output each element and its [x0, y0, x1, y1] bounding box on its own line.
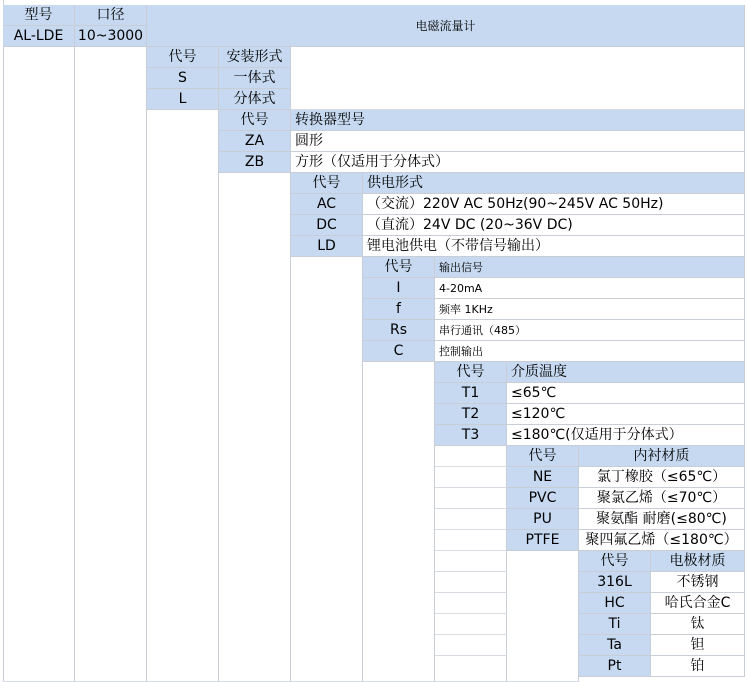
- install-code: L: [147, 89, 219, 110]
- temperature-name: ≤120℃: [507, 404, 745, 425]
- power-name-header: 供电形式: [363, 173, 745, 194]
- electrode-name: 钛: [651, 614, 745, 635]
- lining-name: 聚四氟乙烯（≤180℃）: [579, 530, 745, 551]
- lining-name-header: 内衬材质: [579, 446, 745, 467]
- product-title: 电磁流量计: [147, 5, 745, 47]
- blank-column: [3, 47, 75, 682]
- electrode-code: 316L: [579, 572, 651, 593]
- blank-column: [507, 551, 579, 682]
- caliber-header: 口径: [75, 5, 147, 26]
- blank-cell: [435, 530, 507, 551]
- blank-cell: [435, 614, 507, 635]
- lining-code: PVC: [507, 488, 579, 509]
- install-code: S: [147, 68, 219, 89]
- blank-cell: [435, 509, 507, 530]
- power-code: DC: [291, 215, 363, 236]
- blank-column: [147, 110, 219, 682]
- converter-code-header: 代号: [219, 110, 291, 131]
- electrode-name: 铂: [651, 656, 745, 677]
- blank-cell: [435, 551, 507, 572]
- output-code: f: [363, 299, 435, 320]
- output-name: 频率 1KHz: [435, 299, 745, 320]
- power-name: 锂电池供电（不带信号输出）: [363, 236, 745, 257]
- output-code: I: [363, 278, 435, 299]
- blank-column: [219, 173, 291, 682]
- temperature-code: T2: [435, 404, 507, 425]
- blank-cell: [435, 593, 507, 614]
- electrode-code-header: 代号: [579, 551, 651, 572]
- lining-code: NE: [507, 467, 579, 488]
- lining-name: 聚氯乙烯（≤70℃）: [579, 488, 745, 509]
- output-code: C: [363, 341, 435, 362]
- converter-name: 圆形: [291, 131, 745, 152]
- blank-cell: [435, 467, 507, 488]
- converter-name-header: 转换器型号: [291, 110, 745, 131]
- temperature-code-header: 代号: [435, 362, 507, 383]
- install-name: 一体式: [219, 68, 291, 89]
- output-code-header: 代号: [363, 257, 435, 278]
- lining-code: PU: [507, 509, 579, 530]
- output-name: 4-20mA: [435, 278, 745, 299]
- power-code: LD: [291, 236, 363, 257]
- electrode-name: 哈氏合金C: [651, 593, 745, 614]
- electrode-code: Ti: [579, 614, 651, 635]
- power-code: AC: [291, 194, 363, 215]
- lining-code-header: 代号: [507, 446, 579, 467]
- electrode-code: Pt: [579, 656, 651, 677]
- install-name: 分体式: [219, 89, 291, 110]
- electrode-name: 钽: [651, 635, 745, 656]
- blank-column: [291, 257, 363, 682]
- electrode-name: 不锈钢: [651, 572, 745, 593]
- power-code-header: 代号: [291, 173, 363, 194]
- output-name-header: 输出信号: [435, 257, 745, 278]
- blank-cell: [435, 572, 507, 593]
- electrode-name-header: 电极材质: [651, 551, 745, 572]
- blank-cell: [435, 488, 507, 509]
- electrode-code: Ta: [579, 635, 651, 656]
- temperature-code: T1: [435, 383, 507, 404]
- power-name: （交流）220V AC 50Hz(90~245V AC 50Hz): [363, 194, 745, 215]
- output-name: 串行通讯（485）: [435, 320, 745, 341]
- blank-cell: [435, 446, 507, 467]
- blank-column: [75, 47, 147, 682]
- temperature-name: ≤180℃(仅适用于分体式）: [507, 425, 745, 446]
- install-name-header: 安装形式: [219, 47, 291, 68]
- lining-code: PTFE: [507, 530, 579, 551]
- blank-cell: [435, 656, 507, 682]
- temperature-code: T3: [435, 425, 507, 446]
- blank-cell: [435, 635, 507, 656]
- install-code-header: 代号: [147, 47, 219, 68]
- converter-code: ZA: [219, 131, 291, 152]
- electrode-code: HC: [579, 593, 651, 614]
- output-code: Rs: [363, 320, 435, 341]
- blank-area: [291, 47, 745, 110]
- converter-name: 方形（仅适用于分体式）: [291, 152, 745, 173]
- blank-column: [363, 362, 435, 682]
- temperature-name-header: 介质温度: [507, 362, 745, 383]
- temperature-name: ≤65℃: [507, 383, 745, 404]
- converter-code: ZB: [219, 152, 291, 173]
- power-name: （直流）24V DC (20~36V DC): [363, 215, 745, 236]
- caliber-range: 10~3000: [75, 26, 147, 47]
- model-code: AL-LDE: [3, 26, 75, 47]
- lining-name: 聚氨酯 耐磨(≤80℃): [579, 509, 745, 530]
- lining-name: 氯丁橡胶（≤65℃）: [579, 467, 745, 488]
- output-name: 控制输出: [435, 341, 745, 362]
- model-header: 型号: [3, 5, 75, 26]
